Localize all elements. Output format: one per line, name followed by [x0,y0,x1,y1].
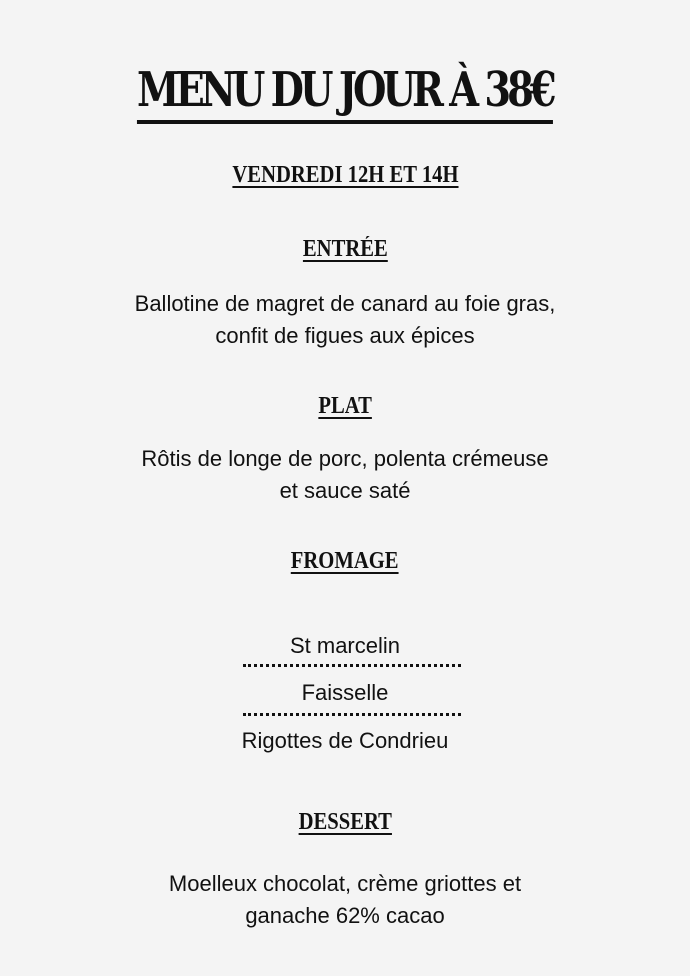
entree-heading [0,234,690,264]
plat-description [0,443,690,507]
plat-line-1: Rôtis de longe de porc, polenta crémeuse [141,446,549,471]
fromage-item-2: Faisselle [301,680,389,705]
plat-heading [0,391,690,421]
dessert-line-2: ganache 62% cacao [245,903,445,928]
fromage-item-3: Rigottes de Condrieu [241,728,449,753]
dessert-heading [0,807,690,837]
dotted-divider [243,713,461,716]
menu-title-text: MENU DU JOUR À 38€ [137,60,553,124]
dessert-description [0,868,690,932]
fromage-heading-text: FROMAGE [291,548,399,574]
plat-line-2: et sauce saté [279,478,411,503]
fromage-heading [0,546,690,576]
fromage-item [0,677,690,709]
entree-description [0,288,690,352]
fromage-item [0,725,690,757]
fromage-item-1: St marcelin [289,633,401,658]
entree-line-1: Ballotine de magret de canard au foie gras, [134,291,556,316]
plat-heading-text: PLAT [318,393,372,419]
fromage-item [0,630,690,662]
day-heading-text: VENDREDI 12H ET 14H [231,162,459,188]
dessert-heading-text: DESSERT [298,809,392,835]
dotted-divider [243,664,461,667]
menu-title [0,60,690,124]
entree-line-2: confit de figues aux épices [215,323,475,348]
entree-heading-text: ENTRÉE [302,236,388,262]
day-heading [0,160,690,190]
dessert-line-1: Moelleux chocolat, crème griottes et [168,871,522,896]
